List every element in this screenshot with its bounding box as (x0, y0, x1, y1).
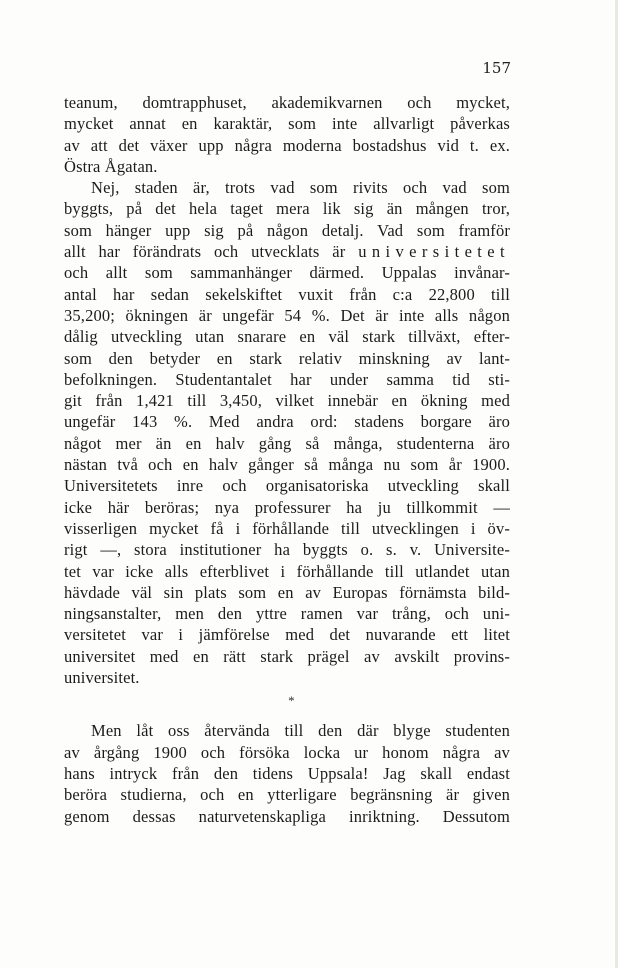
paragraph-2-line: nästan två och en halv gånger så många nu som år 1900. (64, 455, 510, 475)
paragraph-2-line: som hänger upp sig på någon detalj. Vad som framför (64, 220, 510, 240)
paragraph-1-line: av att det växer upp några moderna bostadshus vid t. ex. (64, 135, 510, 155)
paragraph-2-line: tet var icke alls efterblivet i förhållande till utlandet utan (64, 561, 510, 581)
paragraph-2-line: icke här beröras; nya professurer ha ju tillkommit — (64, 497, 510, 517)
paragraph-2-line: hävdade väl sin plats som en av Europas förnämsta bild- (64, 582, 510, 602)
paragraph-2-line: som den betyder en stark relativ minskning av lant- (64, 348, 510, 368)
paragraph-2-line-spaced (64, 241, 510, 262)
paragraph-2-line: versitetet var i jämförelse med det nuvarande ett litet (64, 625, 510, 645)
body-text (64, 92, 510, 827)
paragraph-2-line: dålig utveckling utan snarare en väl stark tillväxt, efter- (64, 327, 510, 347)
paragraph-2-line: Nej, staden är, trots vad som rivits och vad som (91, 178, 510, 198)
paragraph-1-line: mycket annat en karaktär, som inte allvarligt påverkas (64, 114, 510, 134)
paragraph-2-line: något mer än en halv gång så många, studenterna äro (64, 433, 510, 453)
paragraph-2-line: 35,200; ökningen är ungefär 54 %. Det är inte alls någon (64, 305, 510, 325)
paragraph-2-line: befolkningen. Studentantalet har under samma tid sti- (64, 369, 510, 389)
paragraph-2-last-line: universitet. (64, 668, 140, 688)
paragraph-3-line: av årgång 1900 och försöka locka ur honom några av (64, 742, 510, 762)
spaced-word: universitetet (358, 242, 510, 262)
paragraph-1-line: teanum, domtrapphuset, akademikvarnen och mycket, (64, 93, 510, 112)
paragraph-2-line: rigt —, stora institutioner ha byggts o. s. v. Universite- (64, 540, 510, 560)
paragraph-2-line: visserligen mycket få i förhållande till utvecklingen i öv- (64, 518, 510, 538)
paragraph-3-line: genom dessas naturvetenskapliga inriktning. Dessutom (64, 806, 510, 826)
paragraph-2-line: universitet med en rätt stark prägel av avskilt provins- (64, 646, 510, 666)
page-number: 157 (482, 59, 511, 77)
paragraph-2-line: ningsanstalter, men den yttre ramen var trång, och uni- (64, 604, 510, 624)
section-break-asterisk: * (288, 693, 295, 709)
paragraph-3-line: hans intryck från den tidens Uppsala! Jag skall endast (64, 763, 510, 783)
paragraph-2-line: Universitetets inre och organisatoriska utveckling skall (64, 476, 510, 496)
paragraph-2-line: git från 1,421 till 3,450, vilket innebär en ökning med (64, 391, 510, 411)
paragraph-2-line: ungefär 143 %. Med andra ord: stadens borgare äro (64, 412, 510, 432)
line-prefix: allt har förändrats och utvecklats är (64, 242, 346, 262)
paragraph-2-line: antal har sedan sekelskiftet vuxit från c:a 22,800 till (64, 284, 510, 304)
paragraph-3-line: Men låt oss återvända till den där blyge studenten (91, 721, 510, 741)
paragraph-3-line: beröra studierna, och en ytterligare begränsning är given (64, 785, 510, 805)
paragraph-2-line: och allt som sammanhänger därmed. Uppalas invånar- (64, 263, 510, 283)
paragraph-2-line: byggts, på det hela taget mera lik sig än mången tror, (64, 199, 510, 219)
paragraph-1-line: Östra Ågatan. (64, 156, 158, 176)
